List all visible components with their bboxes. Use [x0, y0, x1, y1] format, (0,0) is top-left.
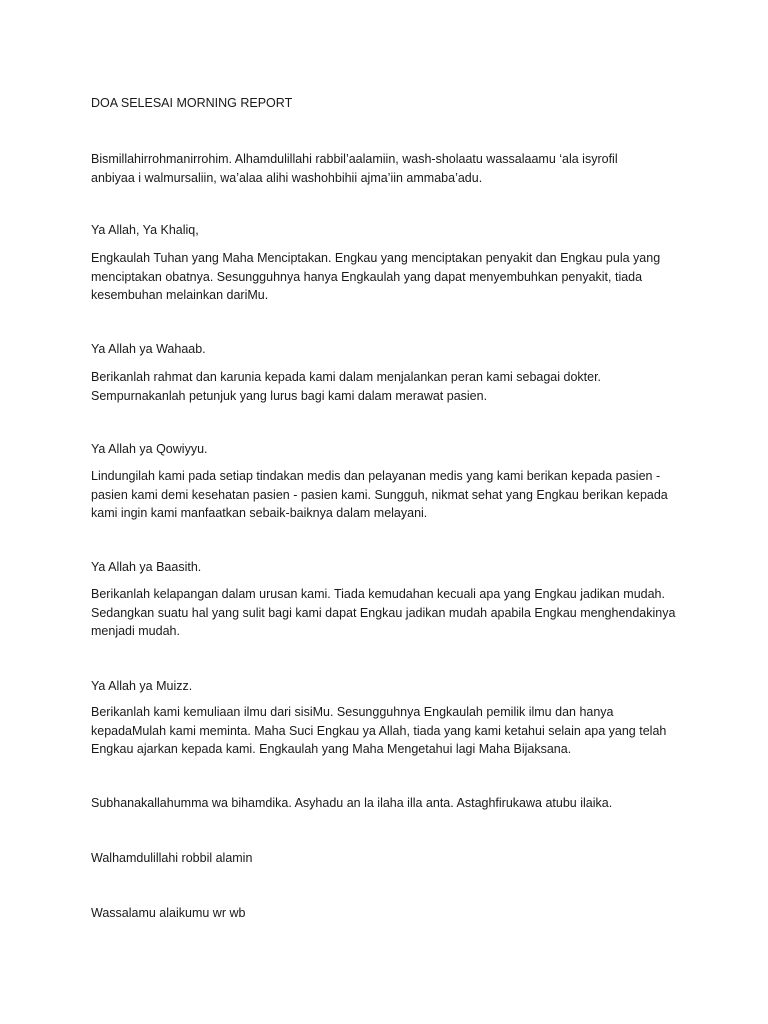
- text-line: pasien kami demi kesehatan pasien - pasien kami. Sungguh, nikmat sehat yang Engkau berikan kepada: [91, 487, 668, 502]
- text-line: Sedangkan suatu hal yang sulit bagi kami dapat Engkau jadikan mudah apabila Engkau menghendakinya: [91, 605, 676, 620]
- text-line: menciptakan obatnya. Sesungguhnya hanya Engkaulah yang dapat menyembuhkan penyakit, tiada: [91, 269, 643, 284]
- text-line: anbiyaa i walmursaliin, wa’alaa alihi washohbihii ajma’iin ammaba’adu.: [91, 170, 483, 185]
- text-line: Engkaulah Tuhan yang Maha Menciptakan. Engkau yang menciptakan penyakit dan Engkau pula yang: [91, 251, 661, 265]
- text-line: Berikanlah rahmat dan karunia kepada kami dalam menjalankan peran kami sebagai dokter.: [91, 370, 602, 384]
- text-line: kepadaMulah kami meminta. Maha Suci Engkau ya Allah, tiada yang kami ketahui selain apa yang telah: [91, 723, 667, 738]
- heading-baasith: [91, 558, 201, 577]
- heading-khaliq: [91, 221, 199, 240]
- paragraph-baasith: [91, 585, 675, 641]
- text-line: menjadi mudah.: [91, 624, 180, 638]
- text-line: Walhamdulillahi robbil alamin: [91, 851, 253, 865]
- text-line: Ya Allah ya Muizz.: [91, 679, 193, 693]
- heading-wahaab: [91, 340, 206, 359]
- text-line: Engkau ajarkan kepada kami. Engkaulah yang Maha Mengetahui lagi Maha Bijaksana.: [91, 742, 572, 756]
- text-line: Lindungilah kami pada setiap tindakan medis dan pelayanan medis yang kami berikan kepada pasien -: [91, 469, 661, 483]
- paragraph-wahaab: [91, 368, 601, 405]
- text-line: Ya Allah ya Qowiyyu.: [91, 442, 208, 456]
- heading-qowiyyu: [91, 440, 208, 459]
- paragraph-khaliq: [91, 249, 660, 305]
- paragraph-subhanakallahumma: [91, 794, 612, 813]
- text-line: kesembuhan melainkan dariMu.: [91, 288, 269, 302]
- text-line: Berikanlah kami kemuliaan ilmu dari sisiMu. Sesungguhnya Engkaulah pemilik ilmu dan hanya: [91, 705, 614, 719]
- text-line: Berikanlah kelapangan dalam urusan kami. Tiada kemudahan kecuali apa yang Engkau jadikan mudah.: [91, 587, 665, 601]
- text-line: Ya Allah ya Baasith.: [91, 560, 202, 574]
- text-line: Wassalamu alaikumu wr wb: [91, 906, 246, 920]
- text-line: Ya Allah ya Wahaab.: [91, 342, 206, 356]
- document-title: DOA SELESAI MORNING REPORT: [91, 96, 293, 110]
- text-line: kami ingin kami manfaatkan sebaik-baiknya dalam melayani.: [91, 506, 428, 520]
- text-line: Sempurnakanlah petunjuk yang lurus bagi kami dalam merawat pasien.: [91, 388, 488, 403]
- paragraph-qowiyyu: [91, 467, 668, 523]
- paragraph-opening: [91, 150, 618, 187]
- text-line: Bismillahirrohmanirrohim. Alhamdulillahi rabbil’aalamiin, wash-sholaatu wassalaamu ‘ala isyrofil: [91, 152, 618, 166]
- text-line: Subhanakallahumma wa bihamdika. Asyhadu an la ilaha illa anta. Astaghfirukawa atubu ilaika.: [91, 796, 613, 810]
- heading-muizz: [91, 677, 192, 696]
- paragraph-muizz: [91, 703, 666, 759]
- text-line: Ya Allah, Ya Khaliq,: [91, 223, 199, 237]
- paragraph-closing: [91, 904, 245, 923]
- paragraph-walhamdulillahi: [91, 849, 252, 868]
